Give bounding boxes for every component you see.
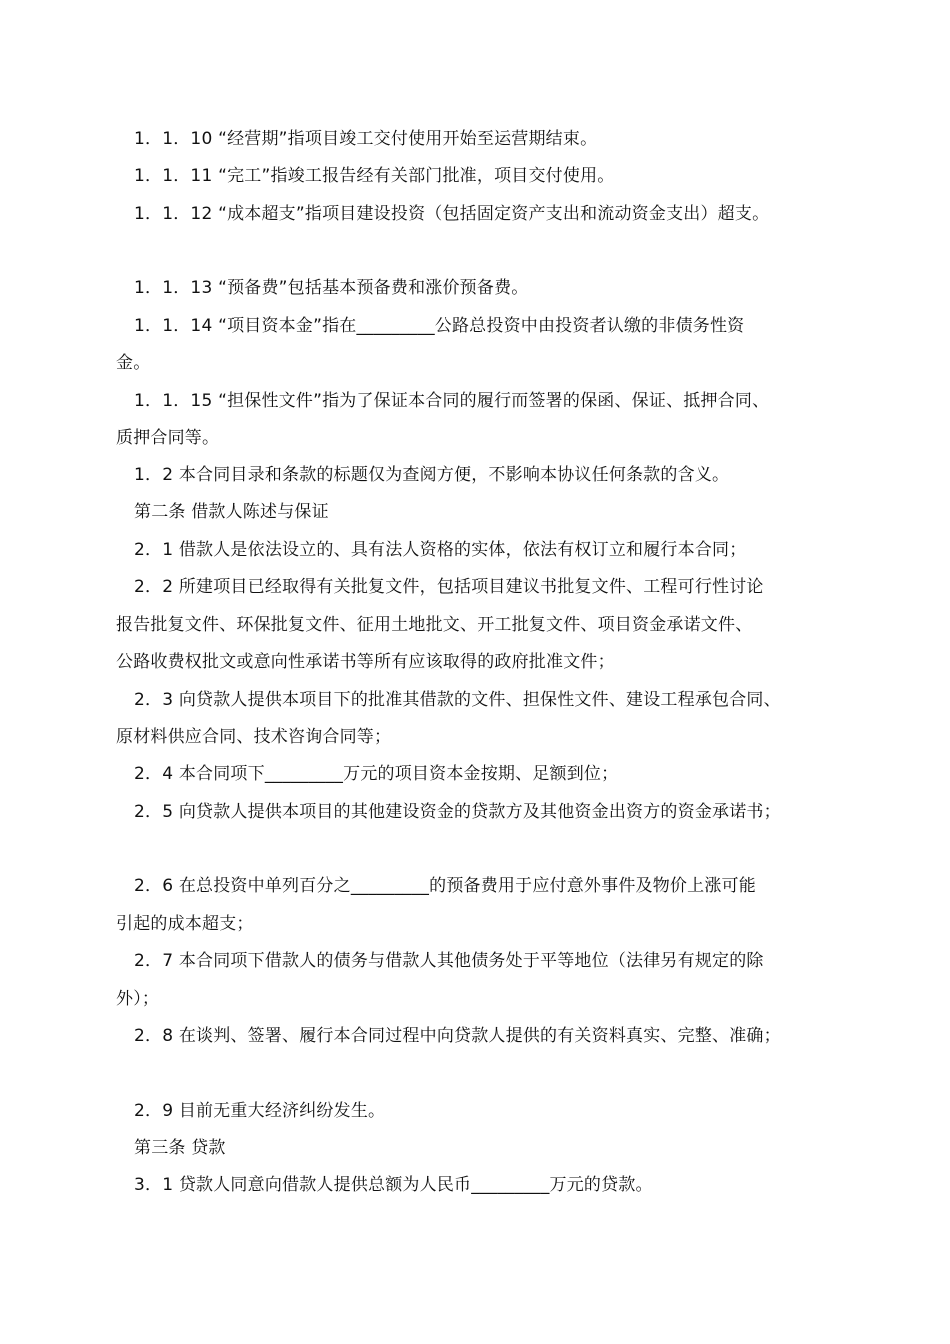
clause-1-1-10: 1．1．10 “经营期”指项目竣工交付使用开始至运营期结束。 xyxy=(134,129,598,149)
clause-2-2: 2．2 所建项目已经取得有关批复文件，包括项目建议书批复文件、工程可行性讨论 xyxy=(134,577,764,597)
clause-1-1-12: 1．1．12 “成本超支”指项目建设投资（包括固定资产支出和流动资金支出）超支。 xyxy=(134,204,770,224)
clause-2-6: 2．6 在总投资中单列百分之_________的预备费用于应付意外事件及物价上涨可能 xyxy=(134,876,756,896)
clause-2-9: 2．9 目前无重大经济纠纷发生。 xyxy=(134,1101,386,1121)
clause-2-4: 2．4 本合同项下_________万元的项目资本金按期、足额到位； xyxy=(134,764,619,784)
clause-2-5: 2．5 向贷款人提供本项目的其他建设资金的贷款方及其他资金出资方的资金承诺书； xyxy=(134,802,781,822)
clause-2-6-cont: 引起的成本超支； xyxy=(116,914,254,934)
clause-2-3: 2．3 向贷款人提供本项目下的批准其借款的文件、担保性文件、建设工程承包合同、 xyxy=(134,690,781,710)
clause-3-1: 3．1 贷款人同意向借款人提供总额为人民币_________万元的贷款。 xyxy=(134,1175,653,1195)
clause-2-2-cont-2: 公路收费权批文或意向性承诺书等所有应该取得的政府批准文件； xyxy=(116,652,615,672)
article-3-heading: 第三条 贷款 xyxy=(134,1138,226,1158)
clause-2-7: 2．7 本合同项下借款人的债务与借款人其他债务处于平等地位（法律另有规定的除 xyxy=(134,951,764,971)
clause-2-1: 2．1 借款人是依法设立的、具有法人资格的实体，依法有权订立和履行本合同； xyxy=(134,540,747,560)
clause-1-1-14-cont: 金。 xyxy=(116,353,151,373)
clause-2-2-cont-1: 报告批复文件、环保批复文件、征用土地批文、开工批复文件、项目资金承诺文件、 xyxy=(116,615,753,635)
clause-2-8: 2．8 在谈判、签署、履行本合同过程中向贷款人提供的有关资料真实、完整、准确； xyxy=(134,1026,781,1046)
clause-1-1-15: 1．1．15 “担保性文件”指为了保证本合同的履行而签署的保函、保证、抵押合同、 xyxy=(134,391,770,411)
article-2-heading: 第二条 借款人陈述与保证 xyxy=(134,502,329,522)
clause-1-1-11: 1．1．11 “完工”指竣工报告经有关部门批准，项目交付使用。 xyxy=(134,166,615,186)
clause-2-3-cont: 原材料供应合同、技术咨询合同等； xyxy=(116,727,392,747)
clause-1-1-15-cont: 质押合同等。 xyxy=(116,428,220,448)
clause-1-2: 1．2 本合同目录和条款的标题仅为查阅方便，不影响本协议任何条款的含义。 xyxy=(134,465,730,485)
clause-1-1-13: 1．1．13 “预备费”包括基本预备费和涨价预备费。 xyxy=(134,278,529,298)
clause-2-7-cont: 外）； xyxy=(116,989,160,1009)
clause-1-1-14: 1．1．14 “项目资本金”指在_________公路总投资中由投资者认缴的非债务性资 xyxy=(134,316,745,336)
